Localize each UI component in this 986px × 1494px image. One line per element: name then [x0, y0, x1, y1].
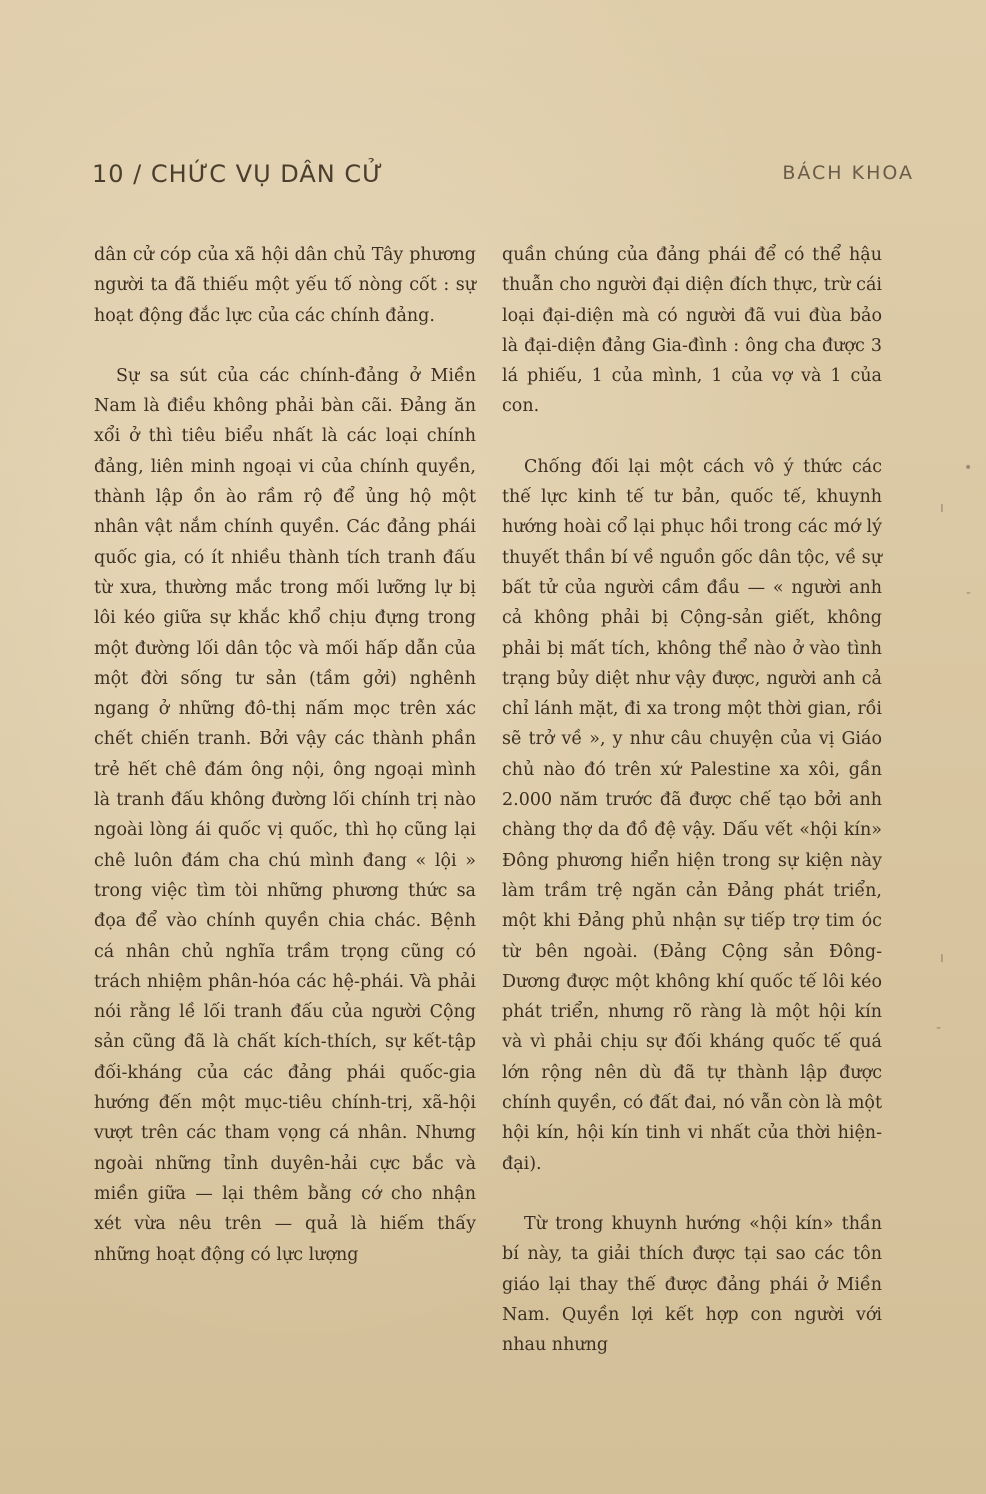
running-header: [92, 160, 914, 196]
paragraph: dân cử cóp của xã hội dân chủ Tây phương người ta đã thiếu một yếu tố nòng cốt : sự hoạt động đắc lực của các chính đảng.: [94, 245, 476, 326]
margin-speck: ı: [940, 950, 944, 966]
paragraph: Sự sa sút của các chính-đảng ở Miền Nam là điều không phải bàn cãi. Đảng ăn xổi ở thì tiêu biểu nhất là các loại chính đảng, liên minh ngoại vi của chính quyền, thành lập ồn ào rầm rộ để ủng hộ một nhân vật nắm chính quyền. Các đảng phái quốc gia, có ít nhiều thành tích tranh đấu từ xưa, thường mắc trong mối lưỡng lự bị lôi kéo giữa sự khắc khổ chịu đựng trong một đường lối dân tộc và mối hấp dẫn của một đời sống tư sản (tầm gởi) nghênh ngang ở những đô-thị nấm mọc trên xác chết chiến tranh. Bởi vậy các thành phần trẻ hết chê đám ông nội, ông ngoại mình là tranh đấu không đường lối chính trị nào ngoài lòng ái quốc vị quốc, thì họ cũng lại chê luôn đám cha chú mình đang « lội » trong việc tìm tòi những phương thức sa đọa để vào chính quyền chia chác. Bệnh cá nhân chủ nghĩa trầm trọng cũng có trách nhiệm phân-hóa các hệ-phái. Và phải nói rằng lề lối tranh đấu của người Cộng sản cũng đã là chất kích-thích, sự kết-tập đối-kháng của các đảng phái quốc-gia hướng đến một mục-tiêu chính-trị, xã-hội vượt trên các tham vọng cá nhân. Nhưng ngoài những tỉnh duyên-hải cực bắc và miền giữa — lại thêm bằng cớ cho nhận xét vừa nêu trên — quả là hiếm thấy những hoạt động có lực lượng: [94, 365, 476, 1265]
left-text-column: [94, 240, 476, 1270]
page-number-and-section-title: 10 / CHỨC VỤ DÂN CỬ: [92, 160, 384, 188]
paragraph: quần chúng của đảng phái để có thể hậu thuẫn cho người đại diện đích thực, trừ cái loại đại-diện mà có người đã vui đùa bảo là đại-diện đảng Gia-đình : ông cha được 3 lá phiếu, 1 của mình, 1 của vợ và 1 của con.: [502, 245, 882, 417]
margin-speck: •: [964, 460, 973, 476]
margin-speck: -: [936, 1020, 942, 1036]
margin-speck: ı: [940, 500, 944, 516]
publication-title: BÁCH KHOA: [782, 162, 914, 184]
right-text-column: [502, 240, 882, 1360]
paragraph: Chống đối lại một cách vô ý thức các thế lực kinh tế tư bản, quốc tế, khuynh hướng hoài cổ lại phục hồi trong các mớ lý thuyết thần bí về nguồn gốc dân tộc, về sự bất tử của người cầm đầu — « người anh cả không phải bị Cộng-sản giết, không phải bị mất tích, không thể nào ở vào tình trạng bủy diệt như vậy được, người anh cả chỉ lánh mặt, đi xa trong một thời gian, rồi sẽ trở về », y như câu chuyện của vị Giáo chủ nào đó trên xứ Palestine xa xôi, gần 2.000 năm trước đã được chế tạo bởi anh chàng thợ da đồ đệ vậy. Dấu vết «hội kín» Đông phương hiển hiện trong sự kiện này làm trầm trệ ngăn cản Đảng phát triển, một khi Đảng phủ nhận sự tiếp trợ tim óc từ bên ngoài. (Đảng Cộng sản Đông-Dương được một không khí quốc tế lôi kéo phát triển, nhưng rõ ràng là một hội kín và vì phải chịu sự đối kháng quốc tế quá lớn rộng nên dù đã tự thành lập được chính quyền, có đất đai, nó vẫn còn là một hội kín, hội kín tinh vi nhất của thời hiện-đại).: [502, 456, 882, 1174]
margin-speck: -: [966, 585, 972, 601]
paragraph: Từ trong khuynh hướng «hội kín» thần bí này, ta giải thích được tại sao các tôn giáo lại thay thế được đảng phái ở Miền Nam. Quyền lợi kết hợp con người với nhau nhưng: [502, 1213, 882, 1356]
